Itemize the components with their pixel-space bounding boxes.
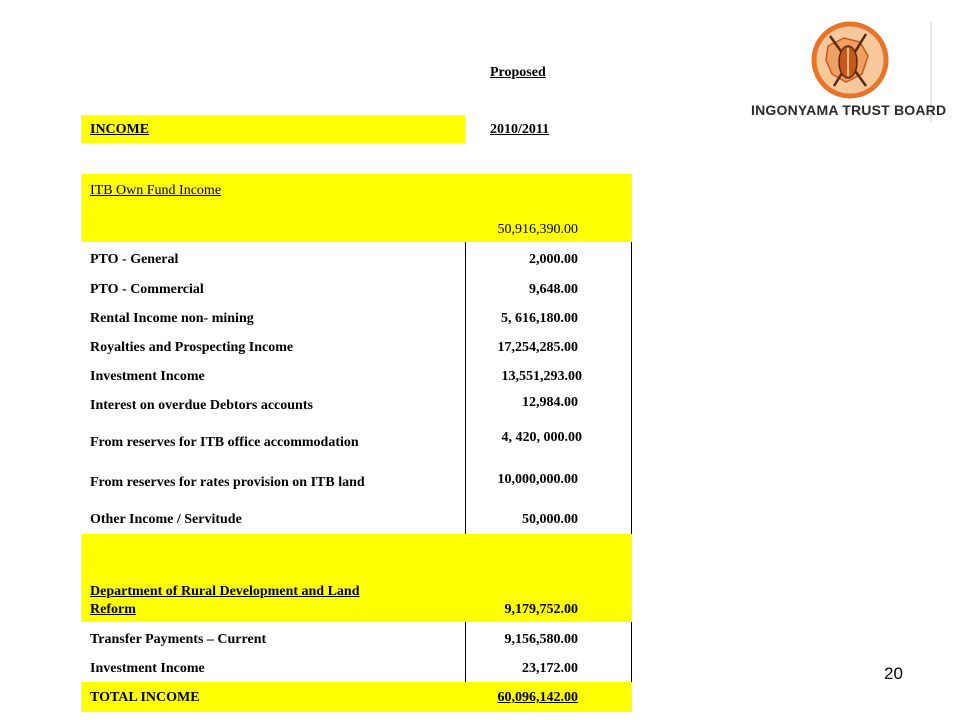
proposed-label: Proposed [490, 65, 546, 80]
row-right-border [631, 242, 632, 534]
row-label: Interest on overdue Debtors accounts [90, 398, 313, 413]
rural-label-line2: Reform [90, 602, 136, 617]
row-left-border [465, 622, 466, 682]
row-value: 10,000,000.00 [497, 472, 578, 487]
row-value: 5, 616,180.00 [501, 311, 578, 326]
logo-text: INGONYAMA TRUST BOARD [751, 102, 947, 118]
own-fund-total: 50,916,390.00 [497, 222, 578, 237]
income-label: INCOME [90, 122, 150, 137]
row-label: From reserves for ITB office accommodation [90, 435, 359, 450]
row-left-border [465, 242, 466, 534]
year-label: 2010/2011 [490, 122, 550, 137]
row-label: Investment Income [90, 369, 205, 384]
row-value: 23,172.00 [522, 661, 578, 676]
row-value: 13,551,293.00 [501, 369, 582, 384]
own-fund-label: ITB Own Fund Income [90, 183, 222, 198]
row-value: 12,984.00 [522, 395, 578, 410]
row-value: 4, 420, 000.00 [501, 430, 582, 445]
row-value: 17,254,285.00 [497, 340, 578, 355]
row-value: 2,000.00 [529, 252, 578, 267]
row-right-border [631, 622, 632, 682]
row-label: PTO - General [90, 252, 179, 267]
rural-total: 9,179,752.00 [504, 602, 578, 617]
row-label: From reserves for rates provision on ITB land [90, 475, 365, 490]
row-label: Royalties and Prospecting Income [90, 340, 294, 355]
page-number: 20 [884, 664, 903, 683]
row-value: 9,648.00 [529, 282, 578, 297]
logo [800, 16, 900, 104]
row-value: 50,000.00 [522, 512, 578, 527]
row-value: 9,156,580.00 [504, 632, 578, 647]
row-label: Investment Income [90, 661, 205, 676]
total-label: TOTAL INCOME [90, 690, 200, 705]
rural-label-line1: Department of Rural Development and Land [90, 584, 360, 599]
ingonyama-emblem-icon [800, 16, 900, 104]
row-label: Transfer Payments – Current [90, 632, 267, 647]
row-label: Other Income / Servitude [90, 512, 242, 527]
total-value: 60,096,142.00 [497, 690, 578, 705]
row-label: Rental Income non- mining [90, 311, 254, 326]
row-label: PTO - Commercial [90, 282, 204, 297]
